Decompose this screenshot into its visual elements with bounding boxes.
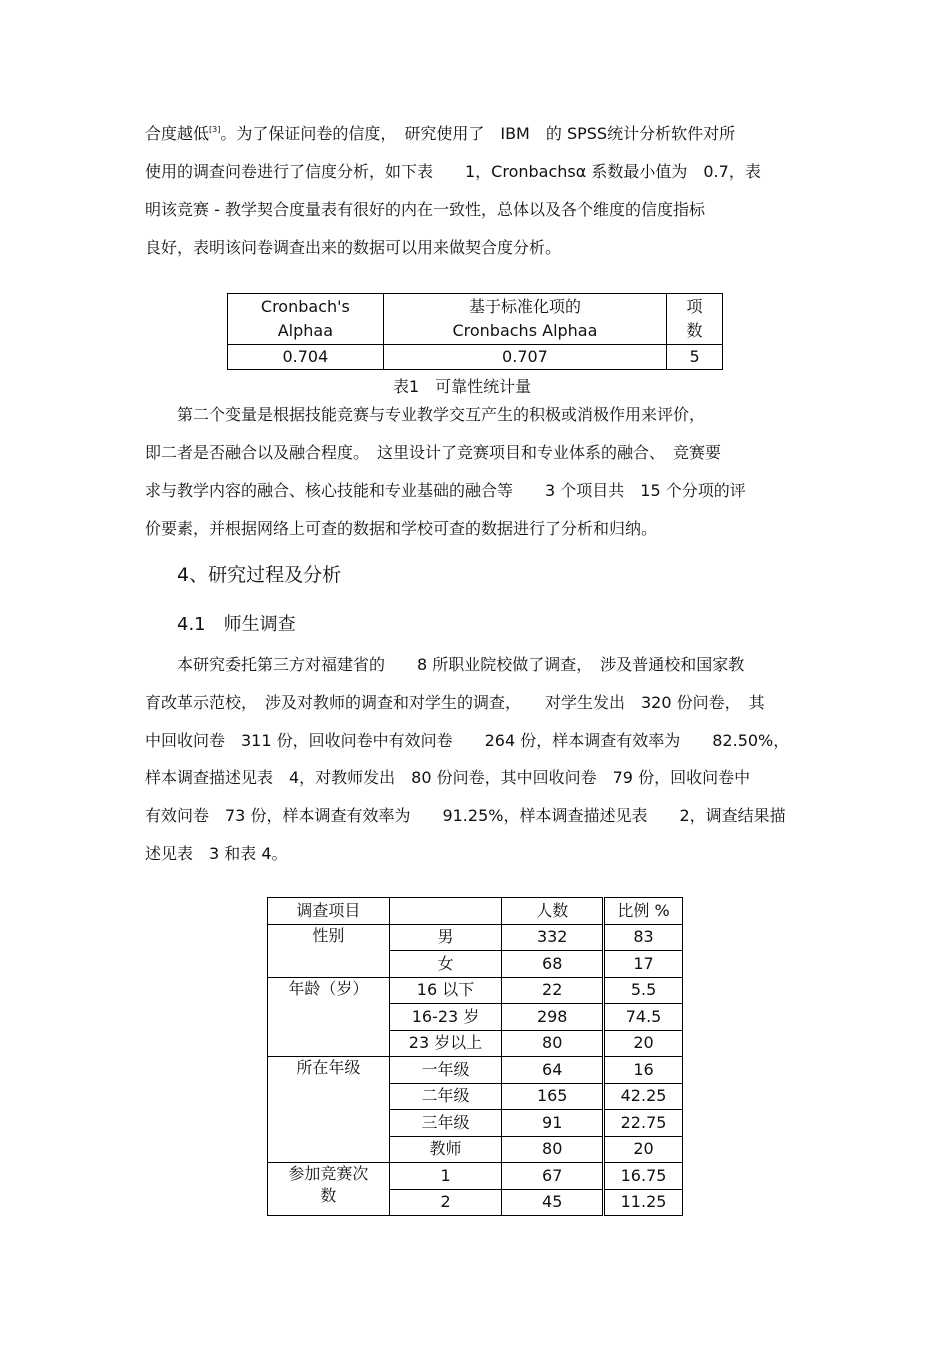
category-cell: 16-23 岁 — [389, 1004, 502, 1031]
table-cell: 5 — [667, 345, 723, 370]
count-cell: 64 — [502, 1057, 604, 1084]
table-header-cell — [389, 898, 502, 925]
paragraph-line: 育改革示范校， 涉及对教师的调查和对学生的调查， 对学生发出 320 份问卷， 其 — [145, 693, 765, 712]
table-row — [268, 977, 683, 1004]
percent-cell: 42.25 — [604, 1083, 683, 1110]
group-label-cell: 性别 — [268, 924, 390, 977]
paragraph-line: 良好，表明该问卷调查出来的数据可以用来做契合度分析。 — [145, 238, 562, 257]
count-cell: 165 — [502, 1083, 604, 1110]
paragraph-line: 合度越低[3]。为了保证问卷的信度， 研究使用了 IBM 的 SPSS统计分析软件对所 — [145, 124, 736, 143]
table-header-cell: 项 数 — [667, 294, 723, 345]
paragraph-line: 有效问卷 73 份，样本调查有效率为 91.25%，样本调查描述见表 2，调查结果描 — [145, 806, 786, 825]
count-cell: 80 — [502, 1030, 604, 1057]
count-cell: 22 — [502, 977, 604, 1004]
percent-cell: 74.5 — [604, 1004, 683, 1031]
citation-ref: [3] — [209, 125, 221, 134]
table-header-cell: 基于标准化项的 Cronbachs Alphaa — [383, 294, 666, 345]
percent-cell: 5.5 — [604, 977, 683, 1004]
paragraph-line: 价要素，并根据网络上可查的数据和学校可查的数据进行了分析和归纳。 — [145, 519, 658, 538]
paragraph-line: 样本调查描述见表 4，对教师发出 80 份问卷，其中回收问卷 79 份，回收问卷中 — [145, 768, 751, 787]
category-cell: 2 — [389, 1189, 502, 1216]
category-cell: 女 — [389, 951, 502, 978]
subsection-heading: 4.1 师生调查 — [177, 614, 296, 635]
table-cell: 0.704 — [228, 345, 384, 370]
table-header-cell: 调查项目 — [268, 898, 390, 925]
category-cell: 一年级 — [389, 1057, 502, 1084]
table-row — [268, 1057, 683, 1084]
paragraph-line: 第二个变量是根据技能竞赛与专业教学交互产生的积极或消极作用来评价， — [177, 405, 706, 424]
count-cell: 45 — [502, 1189, 604, 1216]
percent-cell: 83 — [604, 924, 683, 951]
category-cell: 23 岁以上 — [389, 1030, 502, 1057]
count-cell: 68 — [502, 951, 604, 978]
paragraph-line: 使用的调查问卷进行了信度分析，如下表 1，Cronbachsα 系数最小值为 0.7，表 — [145, 162, 761, 181]
count-cell: 67 — [502, 1163, 604, 1190]
category-cell: 男 — [389, 924, 502, 951]
percent-cell: 16 — [604, 1057, 683, 1084]
table-row — [268, 924, 683, 951]
table-header-cell: 比例 % — [604, 898, 683, 925]
category-cell: 三年级 — [389, 1110, 502, 1137]
category-cell: 1 — [389, 1163, 502, 1190]
count-cell: 80 — [502, 1136, 604, 1163]
paragraph-line: 本研究委托第三方对福建省的 8 所职业院校做了调查， 涉及普通校和国家教 — [177, 655, 745, 674]
table-row — [268, 1163, 683, 1190]
paragraph-line: 即二者是否融合以及融合程度。 这里设计了竞赛项目和专业体系的融合、 竞赛要 — [145, 443, 722, 462]
percent-cell: 20 — [604, 1030, 683, 1057]
table-caption: 表1 可靠性统计量 — [393, 377, 532, 396]
paragraph-line: 明该竞赛 - 教学契合度量表有很好的内在一致性，总体以及各个维度的信度指标 — [145, 200, 705, 219]
table-header-row — [268, 898, 683, 925]
section-heading: 4、研究过程及分析 — [177, 564, 342, 586]
paragraph-line: 求与教学内容的融合、核心技能和专业基础的融合等 3 个项目共 15 个分项的评 — [145, 481, 746, 500]
category-cell: 教师 — [389, 1136, 502, 1163]
category-cell: 二年级 — [389, 1083, 502, 1110]
percent-cell: 16.75 — [604, 1163, 683, 1190]
table-header-cell: 人数 — [502, 898, 604, 925]
group-label-cell: 所在年级 — [268, 1057, 390, 1163]
paragraph-line: 中回收问卷 311 份，回收问卷中有效问卷 264 份，样本调查有效率为 82.50%， — [145, 731, 790, 750]
percent-cell: 11.25 — [604, 1189, 683, 1216]
count-cell: 91 — [502, 1110, 604, 1137]
percent-cell: 22.75 — [604, 1110, 683, 1137]
percent-cell: 20 — [604, 1136, 683, 1163]
count-cell: 298 — [502, 1004, 604, 1031]
paragraph-line: 述见表 3 和表 4。 — [145, 844, 288, 863]
reliability-table — [227, 293, 723, 370]
group-label-cell: 参加竞赛次 数 — [268, 1163, 390, 1216]
table-header-cell: Cronbach's Alphaa — [228, 294, 384, 345]
table-cell: 0.707 — [383, 345, 666, 370]
category-cell: 16 以下 — [389, 977, 502, 1004]
group-label-cell: 年龄（岁） — [268, 977, 390, 1057]
percent-cell: 17 — [604, 951, 683, 978]
count-cell: 332 — [502, 924, 604, 951]
survey-sample-table — [267, 897, 683, 1216]
